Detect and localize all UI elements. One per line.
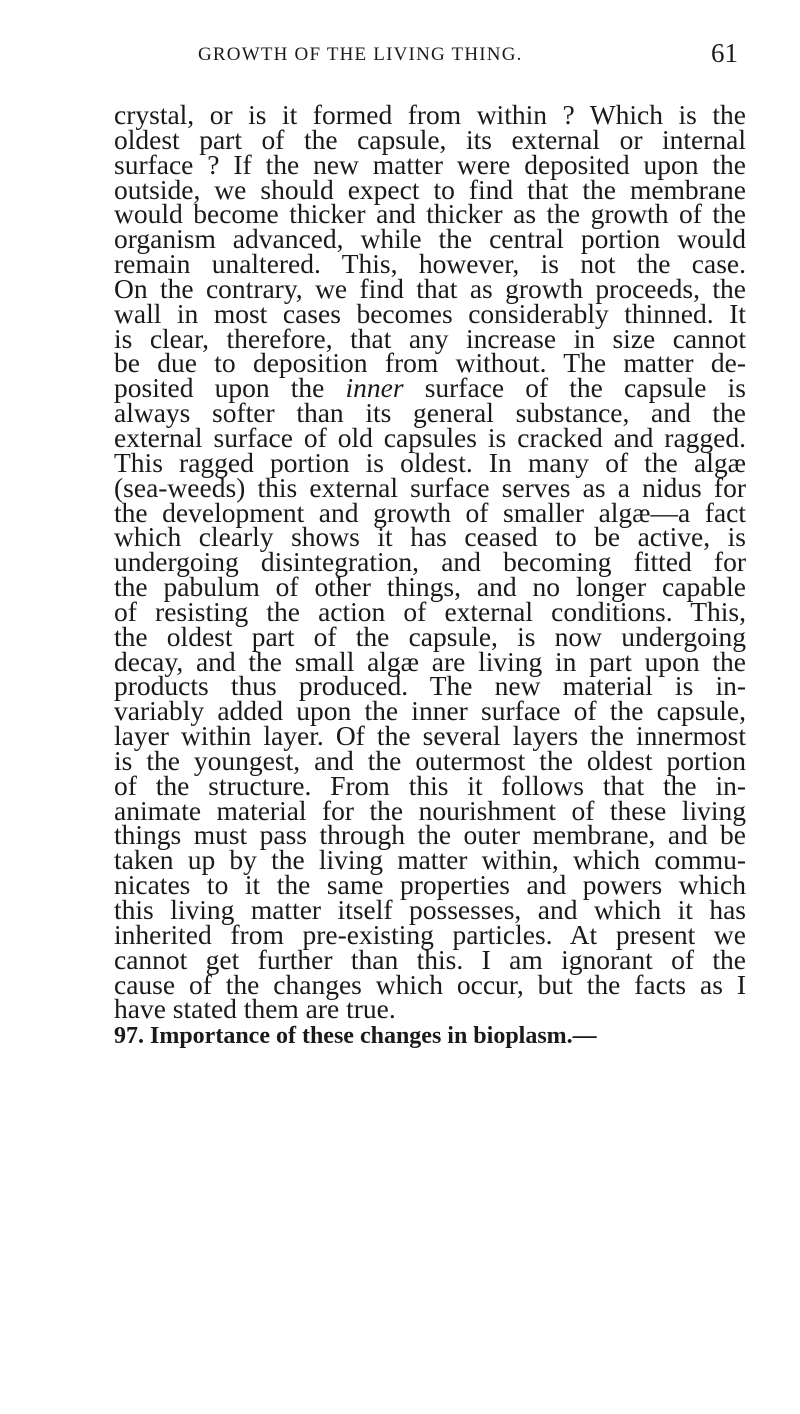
text-line: outside, we should expect to find that the membrane bbox=[114, 173, 746, 205]
text-line: this living matter itself possesses, and which it has bbox=[114, 894, 746, 925]
text-line: cause of the changes which occur, but the facts as I bbox=[114, 968, 746, 1000]
text-line: be due to deposition from without. The matter de- bbox=[114, 347, 746, 379]
text-line: which clearly shows it has ceased to be active, is bbox=[114, 521, 746, 553]
text-line: decay, and the small algæ are living in part upon the bbox=[114, 645, 746, 677]
text-line: always softer than its general substance, and the bbox=[114, 397, 746, 429]
text-line: layer within layer. Of the several layers the innermost bbox=[114, 720, 746, 752]
running-head bbox=[198, 36, 738, 76]
text-line: nicates to it the same properties and powers which bbox=[114, 869, 746, 901]
text-line: products thus produced. The new material is in- bbox=[114, 670, 746, 702]
text-line: external surface of old capsules is cracked and ragged. bbox=[114, 421, 746, 453]
page-number: 61 bbox=[711, 38, 738, 68]
text-line: things must pass through the outer membrane, and be bbox=[114, 819, 746, 851]
text-line: of resisting the action of external conditions. This, bbox=[114, 595, 746, 627]
text-line: undergoing disintegration, and becoming fitted for bbox=[114, 546, 746, 578]
text-line: This ragged portion is oldest. In many of the algæ bbox=[114, 446, 746, 478]
text-line: posited upon the inner surface of the capsule is bbox=[114, 372, 746, 404]
text-line: remain unaltered. This, however, is not the case. bbox=[114, 248, 746, 280]
text-line: the pabulum of other things, and no longer capable bbox=[114, 571, 746, 603]
section-heading: 97. Importance of these changes in bioplasm.— bbox=[114, 1023, 597, 1050]
emphasis: inner bbox=[345, 372, 404, 404]
text-line: is clear, therefore, that any increase in size cannot bbox=[114, 322, 746, 354]
text-line: the development and growth of smaller algæ—a fact bbox=[114, 496, 746, 528]
text-line: cannot get further than this. I am ignorant of the bbox=[114, 943, 746, 975]
text-line: the oldest part of the capsule, is now undergoing bbox=[114, 620, 746, 652]
text-line: would become thicker and thicker as the growth of the bbox=[114, 198, 746, 230]
text-line: have stated them are true. bbox=[114, 993, 396, 1025]
text-line: of the structure. From this it follows that the in- bbox=[114, 769, 746, 801]
text-line: animate material for the nourishment of these living bbox=[114, 794, 746, 826]
text-line: wall in most cases becomes considerably thinned. It bbox=[114, 297, 746, 329]
text-line: On the contrary, we find that as growth proceeds, the bbox=[114, 272, 746, 304]
text-line: surface ? If the new matter were deposited upon the bbox=[114, 148, 746, 180]
text-line: (sea-weeds) this external surface serves as a nidus for bbox=[114, 471, 746, 503]
text-line: taken up by the living matter within, which commu- bbox=[114, 844, 746, 876]
text-line: is the youngest, and the outermost the oldest portion bbox=[114, 744, 746, 776]
text-line: organism advanced, while the central portion would bbox=[114, 223, 746, 255]
body-text bbox=[114, 99, 746, 1050]
text-line: variably added upon the inner surface of the capsule, bbox=[114, 695, 746, 727]
running-title: GROWTH OF THE LIVING THING. bbox=[198, 44, 523, 65]
text-line: crystal, or is it formed from within ? Which is the bbox=[114, 99, 746, 130]
text-line: inherited from pre-existing particles. At present we bbox=[114, 918, 746, 950]
text-line: oldest part of the capsule, its external or internal bbox=[114, 123, 746, 155]
